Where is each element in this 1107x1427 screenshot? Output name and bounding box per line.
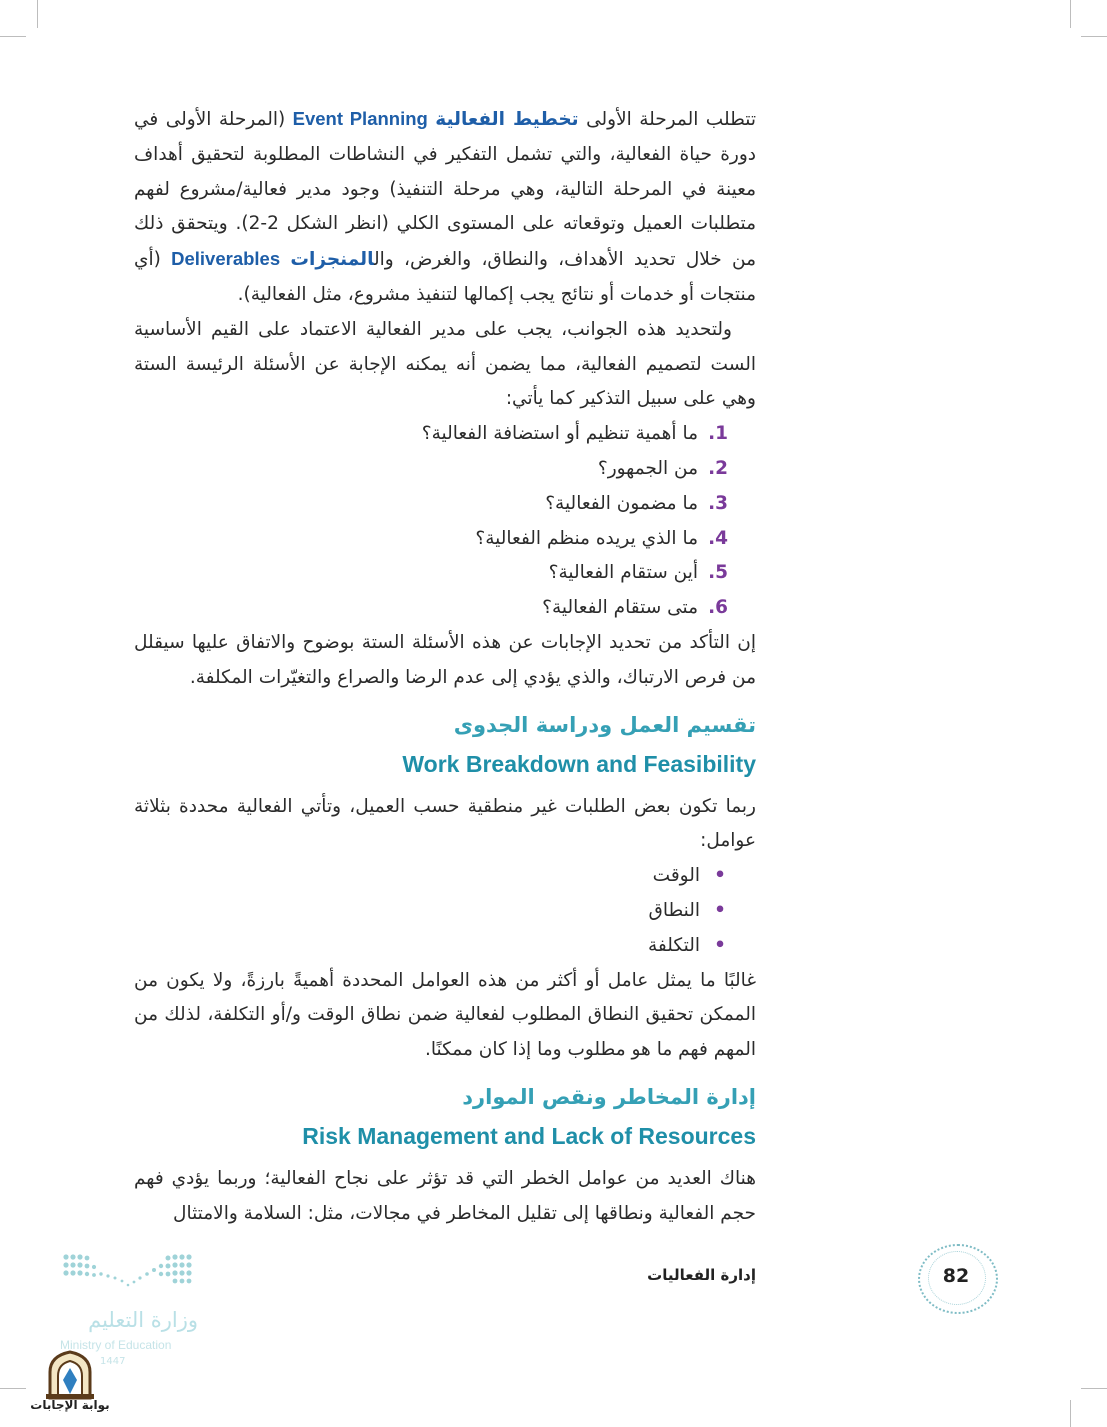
question-text: من الجمهور؟: [597, 457, 698, 479]
question-text: ما الذي يريده منظم الفعالية؟: [475, 527, 698, 549]
question-text: ما مضمون الفعالية؟: [545, 492, 698, 514]
section-heading-en: Work Breakdown and Feasibility: [402, 750, 756, 777]
list-number: 3.: [708, 492, 728, 514]
key-questions-list: [134, 417, 756, 626]
list-item: [134, 452, 728, 487]
crop-mark: [1070, 1400, 1071, 1427]
gate-logo-icon: [44, 1350, 96, 1400]
list-number: 5.: [708, 562, 728, 584]
risk-paragraph: هناك العديد من عوامل الخطر التي قد تؤثر على نجاح الفعالية؛ وربما يؤدي فهم حجم الفعالية ونطاقها إلى تقليل المخاطر في مجالات، مثل: السلامة والامتثال: [134, 1167, 756, 1224]
ministry-name-en: Ministry of Education: [60, 1338, 172, 1352]
list-item: [134, 487, 728, 522]
section-heading-ar: تقسيم العمل ودراسة الجدوى: [453, 712, 756, 737]
term-event-planning-ar: تخطيط الفعالية: [435, 109, 579, 130]
intro-text: (المرحلة الأولى في دورة حياة الفعالية، والتي تشمل التفكير في النشاطات المطلوبة لتحقيق أهداف معينة في المرحلة التالية، وهي مرحلة التنفيذ) وجود مدير فعالية/مشروع لفهم متطلبات العميل وتوقعاته على المستوى الكلي (انظر الشكل 2-2). ويتحقق ذلك من خلال تحديد الأهداف، والنطاق، والغرض، وال: [134, 109, 756, 271]
list-number: 4.: [708, 527, 728, 549]
ministry-name-ar: وزارة التعليم: [88, 1308, 198, 1332]
crop-mark: [1070, 0, 1071, 28]
crop-mark: [1081, 1388, 1107, 1389]
term-deliverables-ar: المنجزات: [290, 249, 375, 271]
list-number: 1.: [708, 423, 728, 445]
crop-mark: [37, 0, 38, 28]
factor-text: الوقت: [652, 865, 700, 887]
page-number: 82: [942, 1265, 970, 1287]
list-item: [134, 522, 728, 557]
section-heading-en: Risk Management and Lack of Resources: [302, 1122, 756, 1149]
answers-paragraph: إن التأكد من تحديد الإجابات عن هذه الأسئلة الستة بوضوح والاتفاق عليها سيقلل من فرص الارتباك، والذي يؤدي إلى عدم الرضا والصراع والتغيّرات المكلفة.: [134, 631, 756, 688]
section-heading-ar: إدارة المخاطر ونقص الموارد: [462, 1084, 756, 1109]
question-text: أين ستقام الفعالية؟: [548, 562, 698, 584]
factors-list: [134, 859, 756, 963]
intro-text: تتطلب المرحلة الأولى: [578, 109, 756, 130]
bullet-icon: •: [714, 865, 726, 887]
list-item: [134, 859, 726, 894]
factor-text: التكلفة: [648, 934, 700, 956]
bullet-icon: •: [714, 934, 726, 956]
core-values-paragraph: ولتحديد هذه الجوانب، يجب على مدير الفعالية الاعتماد على القيم الأساسية الست لتصميم الفعالية، مما يضمن أنه يمكنه الإجابة عن الأسئلة الرئيسة الستة وهي على سبيل التذكير كما يأتي:: [134, 318, 756, 410]
list-item: [134, 591, 728, 626]
factors-importance-paragraph: غالبًا ما يمثل عامل أو أكثر من هذه العوامل المحددة أهميةً بارزةً، ولا يكون من الممكن تحقيق النطاق المطلوب لفعالية ضمن نطاق الوقت و/أو التكلفة، لذلك من المهم فهم ما هو مطلوب وما إذا كان ممكنًا.: [134, 969, 756, 1061]
factor-text: النطاق: [648, 899, 700, 921]
feasibility-paragraph: ربما تكون بعض الطلبات غير منطقية حسب العميل، وتأتي الفعالية محددة بثلاثة عوامل:: [134, 795, 756, 852]
list-item: [134, 929, 726, 964]
list-item: [134, 894, 726, 929]
intro-text: (أي منتجات أو خدمات أو نتائج يجب إكمالها لتنفيذ مشروع، مثل الفعالية).: [134, 249, 756, 305]
book-title: إدارة الفعاليات: [647, 1266, 756, 1284]
crop-mark: [0, 1388, 26, 1389]
question-text: متى ستقام الفعالية؟: [542, 597, 698, 619]
crop-mark: [0, 36, 26, 37]
list-item: [134, 417, 728, 452]
crop-mark: [1081, 36, 1107, 37]
list-number: 6.: [708, 597, 728, 619]
watermark-text: بوابة الإجابات: [30, 1398, 110, 1412]
bullet-icon: •: [714, 899, 726, 921]
intro-paragraph: [134, 102, 756, 313]
list-number: 2.: [708, 457, 728, 479]
ministry-logo-icon: [60, 1252, 200, 1294]
term-event-planning-en: Event Planning: [292, 108, 428, 129]
ministry-year: 1447: [100, 1356, 126, 1367]
page-content: [134, 102, 756, 1232]
term-deliverables-en: Deliverables: [171, 248, 281, 270]
question-text: ما أهمية تنظيم أو استضافة الفعالية؟: [421, 423, 698, 445]
list-item: [134, 556, 728, 591]
